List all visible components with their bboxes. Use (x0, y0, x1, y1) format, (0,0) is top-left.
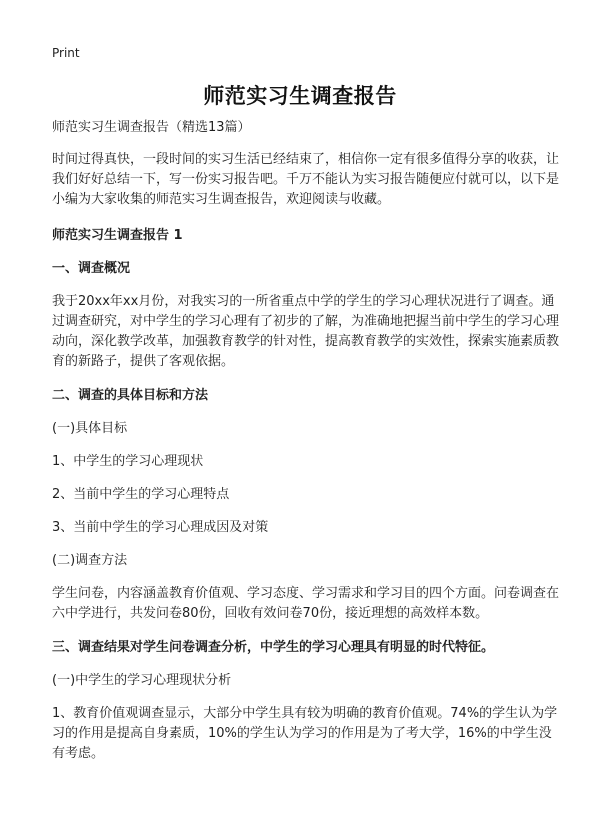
section-2-subheading-goals: (一)具体目标 (52, 421, 128, 436)
goal-item-2: 2、当前中学生的学习心理特点 (52, 487, 230, 502)
print-link[interactable]: Print (52, 46, 80, 60)
section-3-subheading: (一)中学生的学习心理现状分析 (52, 673, 232, 688)
document-body (52, 118, 562, 778)
section-1-heading: 一、调查概况 (52, 261, 131, 276)
document-title: 师范实习生调查报告 (203, 84, 397, 108)
analysis-item-1: 1、教育价值观调查显示，大部分中学生具有较为明确的教育价值观。74%的学生认为学习的作用是提高自身素质，10%的学生认为学习的作用是为了考大学，16%的中学生没有考虑。 (52, 706, 558, 761)
intro-paragraph: 时间过得真快，一段时间的实习生活已经结束了，相信你一定有很多值得分享的收获，让我们好好总结一下，写一份实习报告吧。千万不能认为实习报告随便应付就可以，以下是小编为大家收集的师范实习生调查报告，欢迎阅读与收藏。 (52, 152, 560, 207)
section-1-paragraph: 我于20xx年xx月份，对我实习的一所省重点中学的学生的学习心理状况进行了调查。通过调查研究，对中学生的学习心理有了初步的了解，为准确地把握当前中学生的学习心理动向，深化教学改革，加强教育教学的针对性，提高教育教学的实效性，探索实施素质教育的新路子，提供了客观依据。 (52, 294, 560, 369)
document-subtitle: 师范实习生调查报告（精选13篇） (52, 120, 251, 135)
section-2-heading: 二、调查的具体目标和方法 (52, 388, 209, 403)
section-2-subheading-methods: (二)调查方法 (52, 553, 128, 568)
goal-item-3: 3、当前中学生的学习心理成因及对策 (52, 520, 269, 535)
goal-item-1: 1、中学生的学习心理现状 (52, 454, 204, 469)
section-3-heading: 三、调查结果对学生问卷调查分析，中学生的学习心理具有明显的时代特征。 (52, 640, 495, 655)
report-title: 师范实习生调查报告 1 (52, 228, 183, 243)
methods-paragraph: 学生问卷，内容涵盖教育价值观、学习态度、学习需求和学习目的四个方面。问卷调查在六中学进行，共发问卷80份，回收有效问卷70份，接近理想的高效样本数。 (52, 586, 560, 621)
